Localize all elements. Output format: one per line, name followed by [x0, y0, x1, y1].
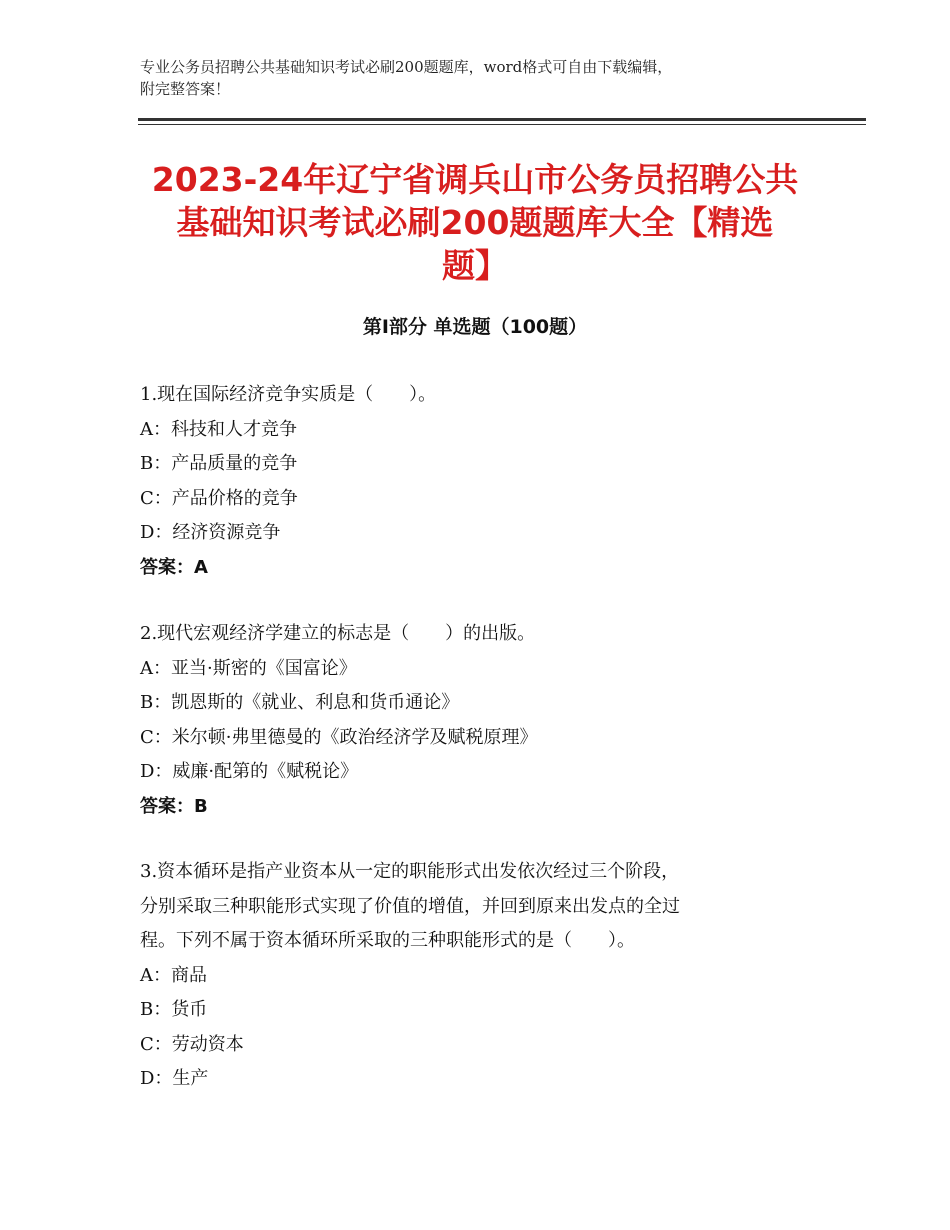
- document-title: [110, 158, 840, 287]
- option-d: D：生产: [140, 1068, 209, 1089]
- header-divider: [138, 124, 866, 125]
- title-line: 题】: [442, 246, 508, 285]
- header-note-line: 附完整答案！: [140, 80, 231, 98]
- title-line: 2023-24年辽宁省调兵山市公务员招聘公共: [151, 160, 799, 199]
- option-b: B：产品质量的竞争: [140, 453, 298, 474]
- answer-label: 答案：B: [140, 795, 208, 817]
- option-b: B：货币: [140, 999, 208, 1020]
- option-c: C：劳动资本: [140, 1033, 244, 1055]
- question-1: [140, 378, 820, 585]
- question-stem: 1.现在国际经济竞争实质是（ ）。: [140, 384, 437, 405]
- option-b: B：凯恩斯的《就业、利息和货币通论》: [140, 692, 460, 713]
- question-stem: 程。下列不属于资本循环所采取的三种职能形式的是（ ）。: [140, 930, 635, 951]
- question-3: [140, 855, 820, 1097]
- option-c: C：米尔顿·弗里德曼的《政治经济学及赋税原理》: [140, 726, 538, 748]
- question-2: [140, 617, 820, 824]
- answer-label: 答案：A: [140, 556, 208, 578]
- title-line: 基础知识考试必刷200题题库大全【精选: [176, 203, 774, 242]
- option-a: A：科技和人才竞争: [140, 418, 297, 440]
- question-stem: 分别采取三种职能形式实现了价值的增值，并回到原来出发点的全过: [140, 895, 680, 917]
- header-divider: [138, 118, 866, 121]
- section-title: 第Ⅰ部分 单选题（100题）: [362, 316, 588, 338]
- header-note: [140, 56, 820, 100]
- option-d: D：威廉·配第的《赋税论》: [140, 761, 359, 782]
- question-stem: 3.资本循环是指产业资本从一定的职能形式出发依次经过三个阶段，: [140, 861, 680, 882]
- option-a: A：亚当·斯密的《国富论》: [140, 657, 357, 679]
- header-note-line: 专业公务员招聘公共基础知识考试必刷200题题库，word格式可自由下载编辑，: [140, 58, 673, 76]
- question-stem: 2.现代宏观经济学建立的标志是（ ）的出版。: [140, 623, 536, 644]
- option-a: A：商品: [140, 964, 207, 986]
- option-c: C：产品价格的竞争: [140, 487, 298, 509]
- option-d: D：经济资源竞争: [140, 522, 281, 543]
